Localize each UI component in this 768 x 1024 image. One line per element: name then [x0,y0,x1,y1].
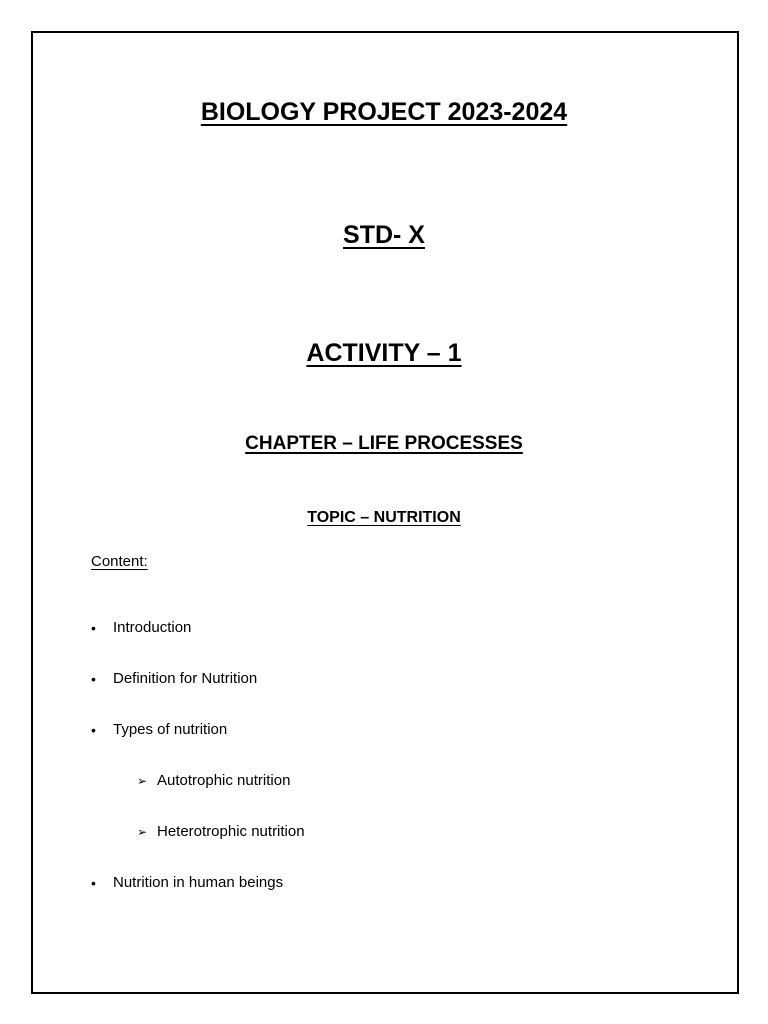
list-item-types [91,721,227,738]
list-item-introduction [91,619,191,636]
bullet-icon: • [91,670,96,687]
bullet-icon: • [91,619,96,636]
list-item-definition [91,670,257,687]
sub-item-autotrophic [137,772,290,789]
arrow-bullet-icon: ➢ [137,773,148,788]
list-item-human-nutrition [91,874,283,891]
topic-heading: TOPIC – NUTRITION [307,509,461,526]
standard-heading: STD- X [343,221,425,249]
chapter-heading: CHAPTER – LIFE PROCESSES [245,433,523,454]
sub-item-heterotrophic [137,823,305,840]
sub-item-label: Heterotrophic nutrition [157,823,305,840]
list-item-label: Introduction [113,619,192,636]
list-item-label: Types of nutrition [113,721,228,738]
activity-heading: ACTIVITY – 1 [306,339,462,367]
sub-item-label: Autotrophic nutrition [157,772,291,789]
content-label: Content: [91,553,148,570]
list-item-label: Nutrition in human beings [113,874,284,891]
arrow-bullet-icon: ➢ [137,824,148,839]
project-title: BIOLOGY PROJECT 2023-2024 [200,98,568,126]
bullet-icon: • [91,874,96,891]
bullet-icon: • [91,721,96,738]
list-item-label: Definition for Nutrition [113,670,258,687]
